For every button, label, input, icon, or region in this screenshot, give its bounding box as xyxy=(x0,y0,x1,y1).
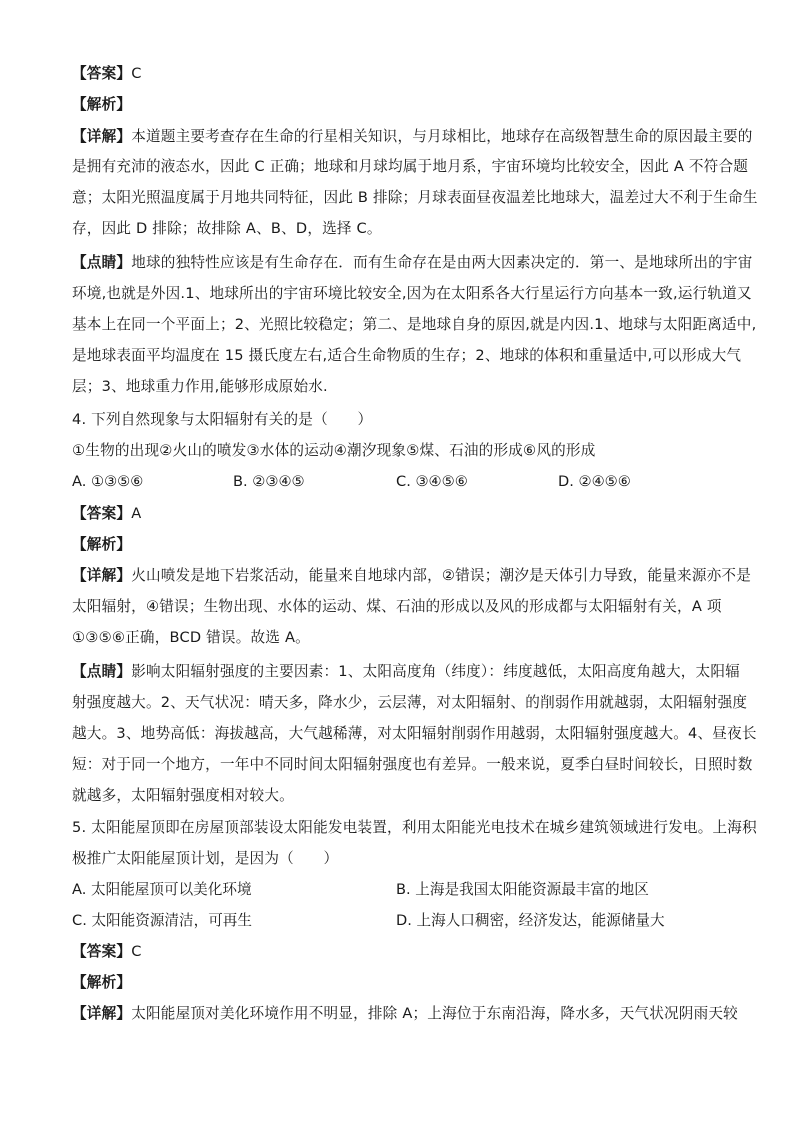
detail-tag: 【详解】 xyxy=(72,128,132,145)
answer-value: A xyxy=(131,505,142,522)
q5-stem-line: 5. 太阳能屋顶即在房屋顶部装设太阳能发电装置，利用太阳能光电技术在城乡建筑领域进行发电。上海积 xyxy=(72,819,757,836)
detail-tag: 【详解】 xyxy=(72,567,132,584)
q5-detail-line: 【详解】太阳能屋顶对美化环境作用不明显，排除 A；上海位于东南沿海，降水多，天气状况阴雨天较 xyxy=(72,1005,738,1022)
q3-analysis-tag: 【解析】 xyxy=(72,96,132,113)
q5-answer-line xyxy=(72,942,722,962)
q4-comment-line: 就越多，太阳辐射强度相对较大。 xyxy=(72,787,294,804)
answer-tag: 【答案】 xyxy=(72,65,132,82)
q5-option-d: D. 上海人口稠密，经济发达，能源储量大 xyxy=(396,912,665,929)
answer-tag: 【答案】 xyxy=(72,943,132,960)
q4-detail-line: ①③⑤⑥正确，BCD 错误。故选 A。 xyxy=(72,629,310,646)
q4-detail-line: 【详解】火山喷发是地下岩浆活动，能量来自地球内部，②错误；潮汐是天体引力导致，能量来源亦不是 xyxy=(72,567,752,584)
q3-comment-line: 环境,也就是外因.1、地球所出的宇宙环境比较安全,因为在太阳系各大行星运行方向基本一致,运行轨道又 xyxy=(72,285,752,302)
q5-analysis-tag: 【解析】 xyxy=(72,974,132,991)
q4-stem: 4. 下列自然现象与太阳辐射有关的是（ ） xyxy=(72,411,373,428)
q4-comment-line: 射强度越大。2、天气状况：晴天多，降水少，云层薄，对太阳辐射、的削弱作用就越弱，太阳辐射强度 xyxy=(72,694,748,711)
q5-stem-line: 极推广太阳能屋顶计划，是因为（ ） xyxy=(72,850,339,867)
q4-comment-line: 【点睛】影响太阳辐射强度的主要因素：1、太阳高度角（纬度）：纬度越低，太阳高度角越大，太阳辐 xyxy=(72,663,740,680)
q5-option-c: C. 太阳能资源清洁，可再生 xyxy=(72,912,253,929)
comment-tag: 【点睛】 xyxy=(72,254,132,271)
answer-tag: 【答案】 xyxy=(72,505,132,522)
q5-option-b: B. 上海是我国太阳能资源最丰富的地区 xyxy=(396,881,649,898)
q3-comment-line: 基本上在同一个平面上；2、光照比较稳定；第二、是地球自身的原因,就是内因.1、地球与太阳距离适中, xyxy=(72,316,757,333)
q3-detail-line: 【详解】本道题主要考查存在生命的行星相关知识，与月球相比，地球存在高级智慧生命的原因最主要的 xyxy=(72,128,753,145)
q3-answer-line xyxy=(72,64,722,84)
q4-option-c: C. ③④⑤⑥ xyxy=(396,473,468,490)
q4-answer-line xyxy=(72,504,722,524)
q4-option-a: A. ①③⑤⑥ xyxy=(72,473,144,490)
q4-option-b: B. ②③④⑤ xyxy=(233,473,305,490)
q4-comment-line: 越大。3、地势高低：海拔越高，大气越稀薄，对太阳辐射削弱作用越弱，太阳辐射强度越大。4、昼夜长 xyxy=(72,725,757,742)
answer-value: C xyxy=(131,65,142,82)
q4-detail-line: 太阳辐射，④错误；生物出现、水体的运动、煤、石油的形成以及风的形成都与太阳辐射有关，A 项 xyxy=(72,598,722,615)
q3-detail-line: 存，因此 D 排除；故排除 A、B、D，选择 C。 xyxy=(72,220,382,237)
q3-comment-line: 层；3、地球重力作用,能够形成原始水. xyxy=(72,378,328,395)
q5-option-a: A. 太阳能屋顶可以美化环境 xyxy=(72,881,252,898)
q4-items: ①生物的出现②火山的喷发③水体的运动④潮汐现象⑤煤、石油的形成⑥风的形成 xyxy=(72,442,596,459)
q3-comment-line: 【点睛】地球的独特性应该是有生命存在．而有生命存在是由两大因素决定的．第一、是地球所出的宇宙 xyxy=(72,254,753,271)
answer-value: C xyxy=(131,943,142,960)
q4-option-d: D. ②④⑤⑥ xyxy=(558,473,631,490)
q3-comment-line: 是地球表面平均温度在 15 摄氏度左右,适合生命物质的生存；2、地球的体积和重量适中,可以形成大气 xyxy=(72,347,742,364)
comment-tag: 【点睛】 xyxy=(72,663,132,680)
q3-detail-line: 是拥有充沛的液态水，因此 C 正确；地球和月球均属于地月系，宇宙环境均比较安全，因此 A 不符合题 xyxy=(72,158,749,175)
q3-detail-line: 意；太阳光照温度属于月地共同特征，因此 B 排除；月球表面昼夜温差比地球大，温差过大不利于生命生 xyxy=(72,189,758,206)
detail-tag: 【详解】 xyxy=(72,1005,132,1022)
q4-comment-line: 短：对于同一个地方，一年中不同时间太阳辐射强度也有差异。一般来说，夏季白昼时间较长，日照时数 xyxy=(72,756,753,773)
q4-analysis-tag: 【解析】 xyxy=(72,536,132,553)
